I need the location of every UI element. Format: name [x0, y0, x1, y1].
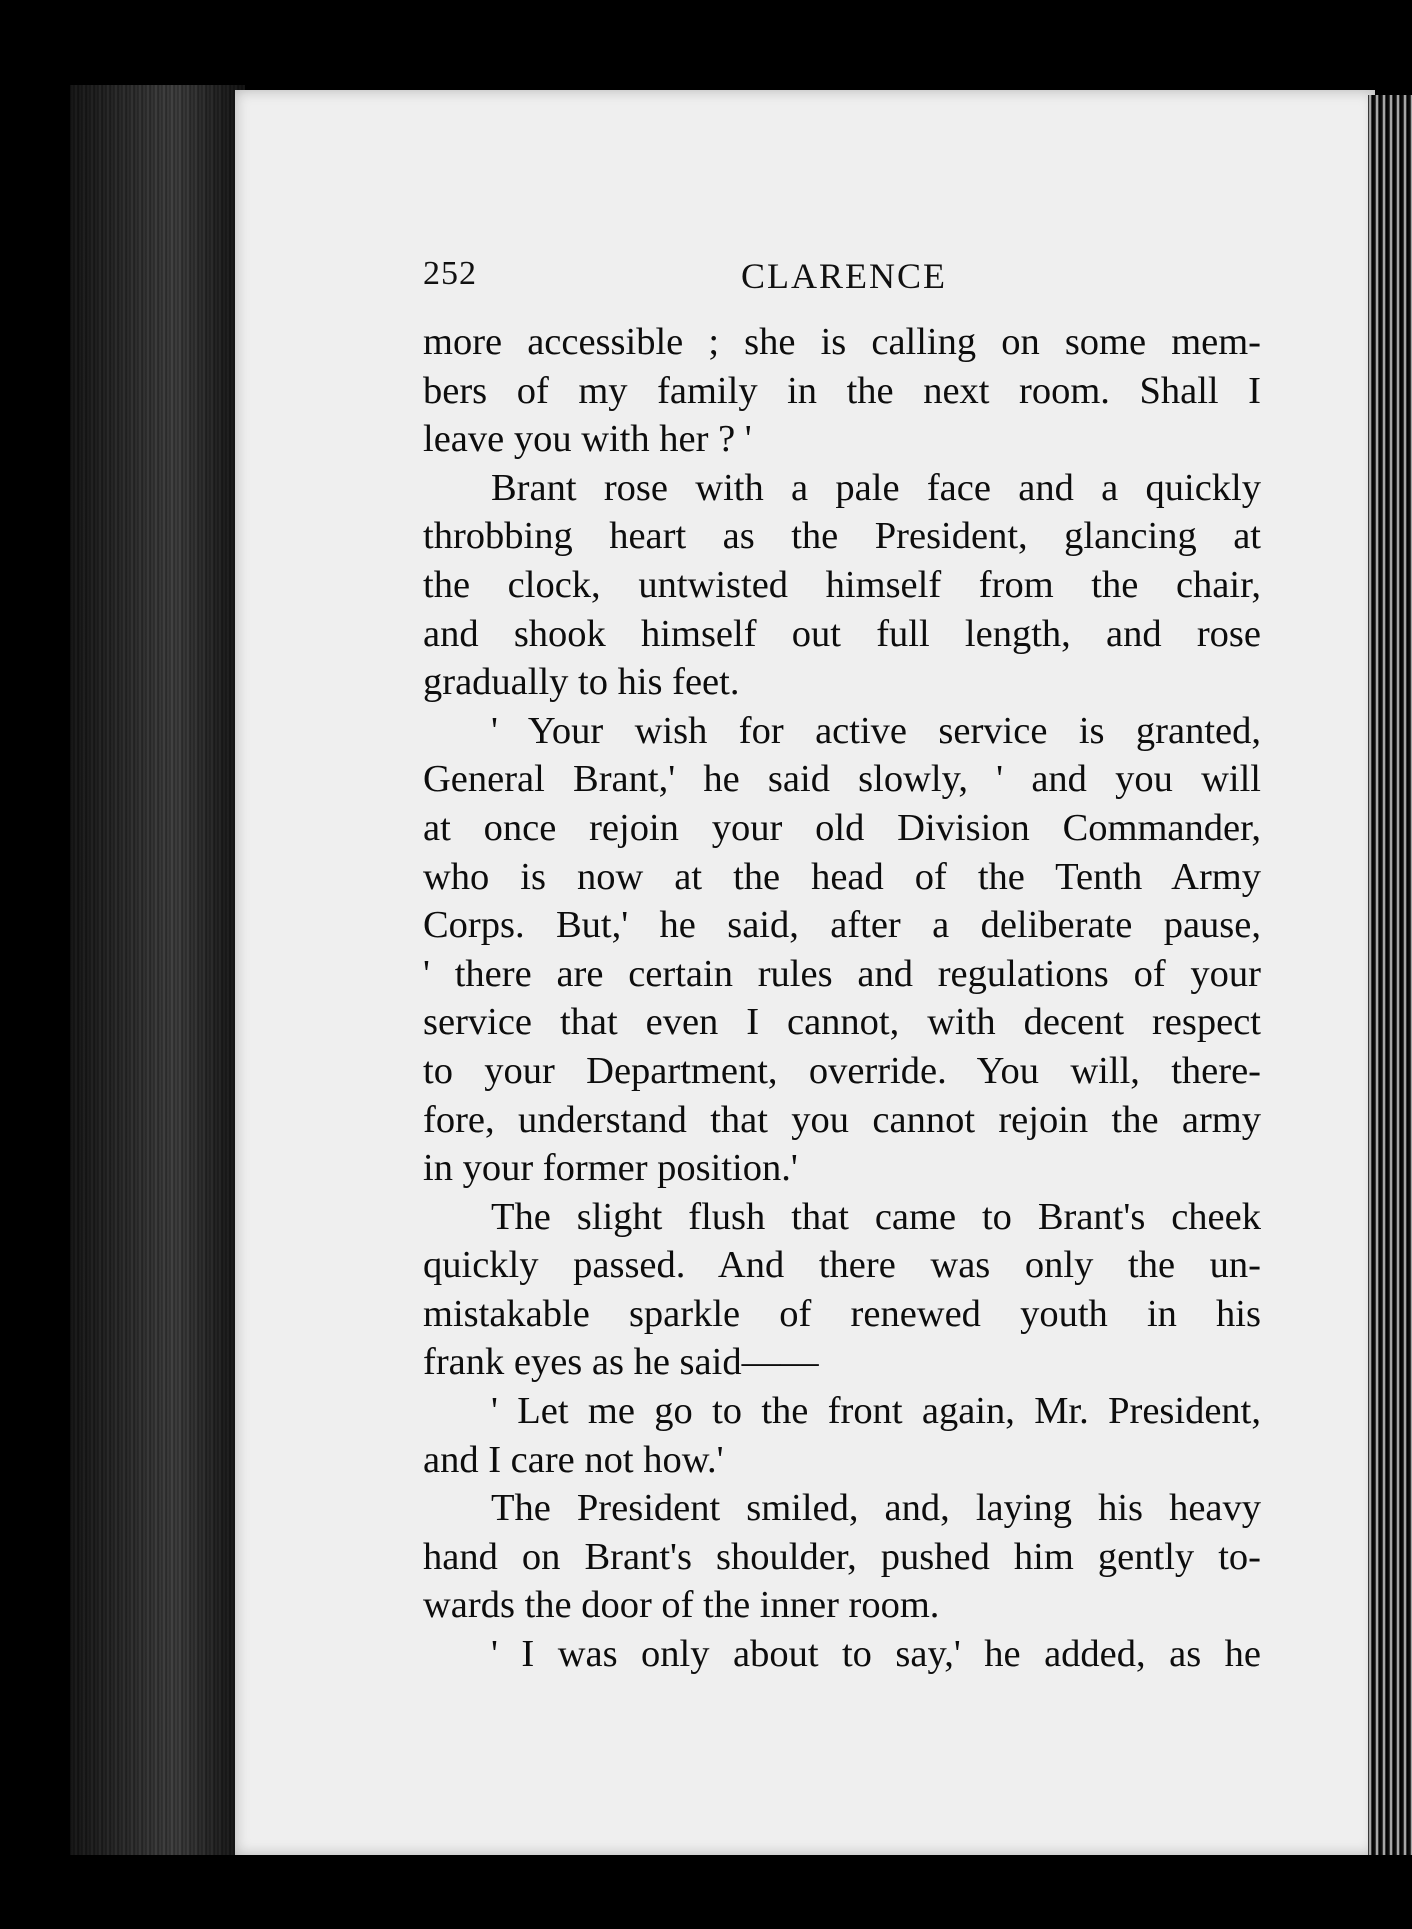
text-line: and shook himself out full length, and rose — [423, 612, 1261, 655]
text-line: ' Your wish for active service is granted, — [491, 709, 1261, 752]
text-line: quickly passed. And there was only the un- — [423, 1244, 1261, 1287]
text-line: mistakable sparkle of renewed youth in his — [423, 1292, 1261, 1335]
text-line: ' there are certain rules and regulations of your — [423, 952, 1261, 995]
page-binding-edge — [1368, 95, 1412, 1855]
text-line: fore, understand that you cannot rejoin the army — [423, 1098, 1261, 1141]
text-line: who is now at the head of the Tenth Army — [423, 855, 1261, 898]
text-line: the clock, untwisted himself from the chair, — [423, 563, 1261, 606]
text-line: ' Let me go to the front again, Mr. President, — [491, 1390, 1261, 1433]
book-page-edges — [70, 85, 245, 1855]
page-number: 252 — [423, 255, 477, 292]
text-line: frank eyes as he said—— — [423, 1341, 819, 1384]
text-line: at once rejoin your old Division Commander, — [423, 806, 1261, 849]
body-text — [423, 318, 1261, 1679]
text-line: in your former position.' — [423, 1147, 798, 1190]
running-title: CLARENCE — [740, 256, 947, 296]
text-line: to your Department, override. You will, there- — [423, 1049, 1261, 1092]
text-line: Brant rose with a pale face and a quickly — [491, 466, 1261, 509]
text-line: General Brant,' he said slowly, ' and you will — [423, 758, 1261, 801]
page-header — [423, 255, 1265, 305]
text-line: gradually to his feet. — [423, 661, 740, 704]
text-line: ' I was only about to say,' he added, as he — [491, 1633, 1261, 1676]
text-line: and I care not how.' — [423, 1438, 724, 1481]
text-line: bers of my family in the next room. Shall I — [423, 369, 1261, 412]
text-line: The slight flush that came to Brant's cheek — [491, 1195, 1261, 1238]
text-line: wards the door of the inner room. — [423, 1584, 940, 1627]
text-line: throbbing heart as the President, glancing at — [423, 515, 1261, 558]
text-line: The President smiled, and, laying his heavy — [491, 1487, 1261, 1530]
text-line: more accessible ; she is calling on some mem- — [423, 321, 1261, 363]
text-line: Corps. But,' he said, after a deliberate pause, — [423, 904, 1261, 947]
text-line: leave you with her ? ' — [423, 418, 752, 461]
text-line: hand on Brant's shoulder, pushed him gently to- — [423, 1535, 1261, 1578]
text-line: service that even I cannot, with decent respect — [423, 1001, 1261, 1044]
